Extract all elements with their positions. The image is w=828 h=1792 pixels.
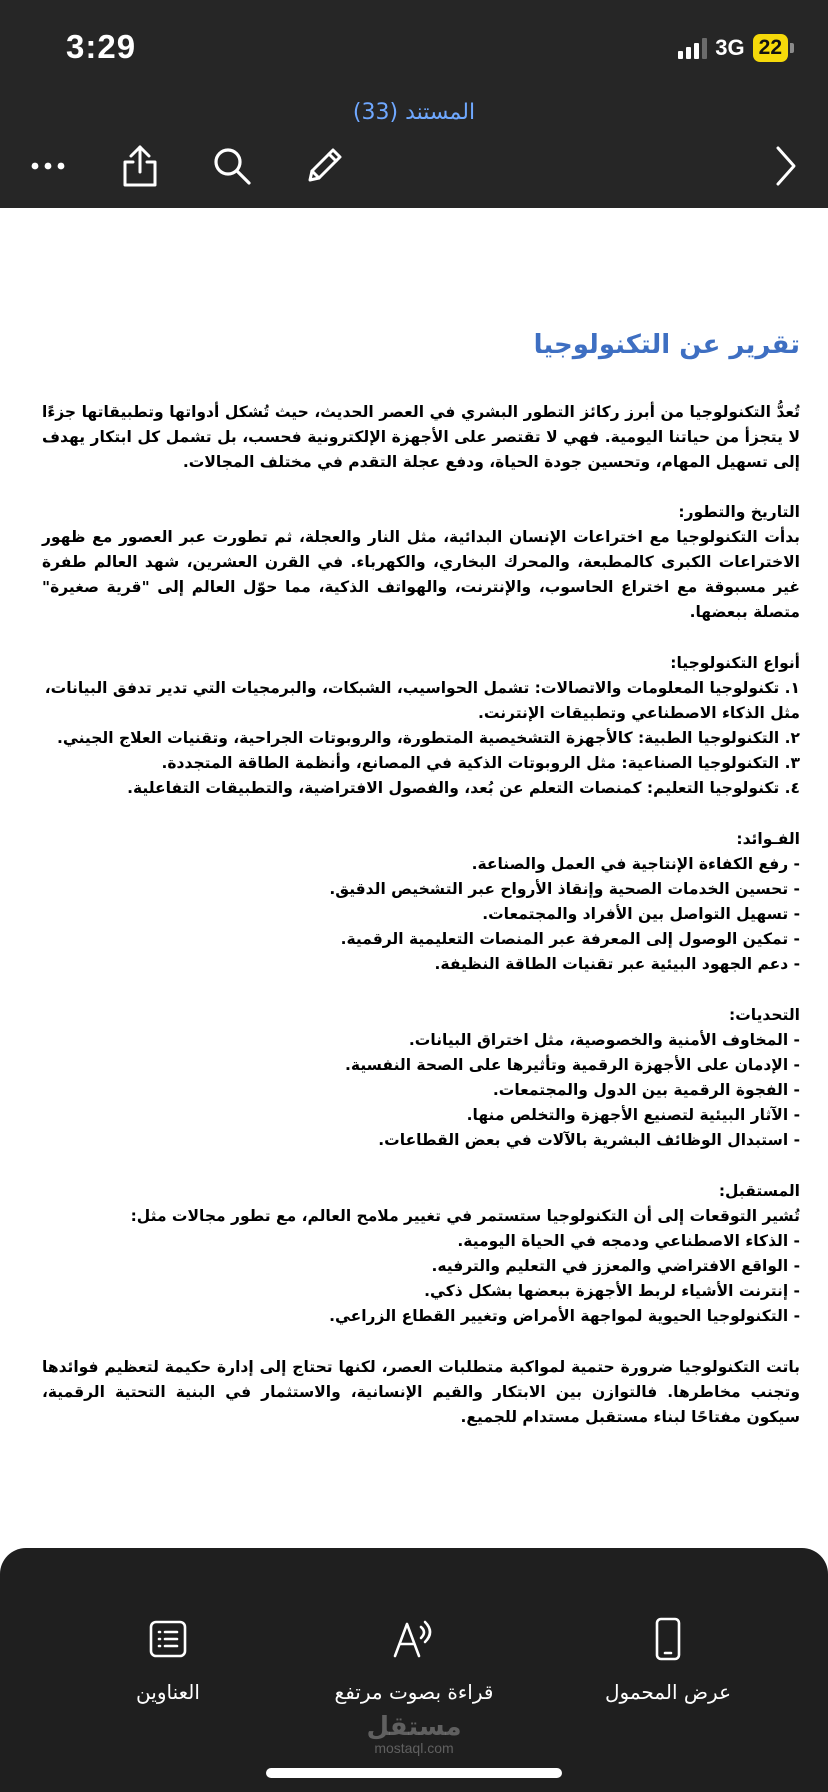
future-item: - إنترنت الأشياء لربط الأجهزة ببعضها بشكل ذكي. [424, 1282, 800, 1300]
watermark [0, 1712, 828, 1756]
top-bar [0, 0, 828, 208]
pencil-icon[interactable] [300, 142, 348, 190]
watermark-logo: مستقل [366, 1712, 462, 1742]
history-title: التاريخ والتطور: [678, 503, 800, 521]
benefits-item: - تحسين الخدمات الصحية وإنقاذ الأرواح عبر التشخيص الدقيق. [329, 880, 800, 898]
challenges-section [42, 1003, 800, 1153]
phone-icon [568, 1614, 768, 1664]
benefits-item: - تسهيل التواصل بين الأفراد والمجتمعات. [482, 905, 800, 923]
challenges-title: التحديات: [729, 1006, 800, 1024]
benefits-section [42, 827, 800, 977]
benefits-item: - رفع الكفاءة الإنتاجية في العمل والصناعة. [471, 855, 800, 873]
document-heading: تقرير عن التكنولوجيا [533, 330, 800, 360]
history-text: بدأت التكنولوجيا مع اختراعات الإنسان البدائية، مثل النار والعجلة، ثم تطورت عبر العصور مع ظهور الاختراعات الكبرى كالمطبعة، والمحرك البخاري، والكهرباء. في القرن العشرين، شهد العالم طفرة غير مسبوقة مع اختراع الحاسوب، والإنترنت، والهواتف الذكية، مما حوّل العالم إلى "قرية صغيرة" متصلة ببعضها. [42, 528, 800, 621]
types-item: ٣. التكنولوجيا الصناعية: مثل الروبوتات الذكية في المصانع، وأنظمة الطاقة المتجددة. [161, 754, 800, 772]
share-icon[interactable] [116, 142, 164, 190]
read-aloud-label: قراءة بصوت مرتفع [334, 1680, 494, 1704]
read-aloud-icon [314, 1614, 514, 1664]
future-item: - التكنولوجيا الحيوية لمواجهة الأمراض وتغيير القطاع الزراعي. [329, 1307, 800, 1325]
future-section [42, 1179, 800, 1329]
mobile-view-label: عرض المحمول [604, 1680, 732, 1704]
benefits-item: - تمكين الوصول إلى المعرفة عبر المنصات التعليمية الرقمية. [340, 930, 800, 948]
challenges-item: - الإدمان على الأجهزة الرقمية وتأثيرها على الصحة النفسية. [345, 1056, 800, 1074]
benefits-title: الفـوائد: [736, 830, 800, 848]
types-title: أنواع التكنولوجيا: [670, 654, 800, 672]
status-indicators [678, 34, 794, 62]
types-section [42, 651, 800, 801]
list-icon [68, 1614, 268, 1664]
future-title: المستقبل: [718, 1182, 800, 1200]
benefits-item: - دعم الجهود البيئية عبر تقنيات الطاقة النظيفة. [434, 955, 800, 973]
future-text: تُشير التوقعات إلى أن التكنولوجيا ستستمر في تغيير ملامح العالم، مع تطور مجالات مثل: [130, 1207, 800, 1225]
chevron-right-icon[interactable] [762, 142, 810, 190]
types-item: ٤. تكنولوجيا التعليم: كمنصات التعلم عن بُعد، والفصول الافتراضية، والتطبيقات التفاعلية. [127, 779, 800, 797]
network-type: 3G [715, 35, 745, 60]
history-section [42, 500, 800, 625]
battery-icon [790, 43, 794, 53]
cellular-signal-icon [678, 37, 707, 59]
intro-paragraph: تُعدُّ التكنولوجيا من أبرز ركائز التطور البشري في العصر الحديث، حيث تُشكل أدواتها وتطبيقاتها جزءًا لا يتجزأ من حياتنا اليومية. فهي لا تقتصر على الأجهزة الإلكترونية فحسب، بل تشمل كل ابتكار يهدف إلى تسهيل المهام، وتحسين جودة الحياة، ودفع عجلة التقدم في مختلف المجالات. [42, 403, 800, 471]
document-body [42, 330, 800, 1430]
watermark-url: mostaql.com [374, 1740, 454, 1756]
bottom-panel [0, 1548, 828, 1792]
conclusion-paragraph: باتت التكنولوجيا ضرورة حتمية لمواكبة متطلبات العصر، لكنها تحتاج إلى إدارة حكيمة لتعظيم فوائدها وتجنب مخاطرها. فالتوازن بين الابتكار والقيم الإنسانية، والاستثمار في البنية التحتية الرقمية، سيكون مفتاحًا لبناء مستقبل مستدام للجميع. [42, 1358, 800, 1426]
headings-label: العناوين [136, 1680, 200, 1704]
search-icon[interactable] [208, 142, 256, 190]
future-item: - الواقع الافتراضي والمعزز في التعليم والترفيه. [431, 1257, 800, 1275]
mobile-view-button[interactable] [568, 1614, 768, 1706]
document-title[interactable]: المستند (33) [352, 100, 476, 125]
more-icon[interactable] [24, 142, 72, 190]
types-item: ٢. التكنولوجيا الطبية: كالأجهزة التشخيصية المتطورة، والروبوتات الجراحية، وتقنيات العلاج الجيني. [57, 729, 800, 747]
challenges-item: - المخاوف الأمنية والخصوصية، مثل اختراق البيانات. [408, 1031, 800, 1049]
challenges-item: - الفجوة الرقمية بين الدول والمجتمعات. [492, 1081, 800, 1099]
read-aloud-button[interactable] [314, 1614, 514, 1706]
status-time: 3:29 [66, 28, 137, 65]
types-item: ١. تكنولوجيا المعلومات والاتصالات: تشمل الحواسيب، الشبكات، والبرمجيات التي تدير تدفق البيانات، مثل الذكاء الاصطناعي وتطبيقات الإنترنت. [44, 679, 800, 722]
challenges-item: - استبدال الوظائف البشرية بالآلات في بعض القطاعات. [378, 1131, 800, 1149]
battery-level: 22 [753, 34, 788, 62]
future-item: - الذكاء الاصطناعي ودمجه في الحياة اليومية. [457, 1232, 800, 1250]
home-indicator[interactable] [266, 1768, 562, 1778]
challenges-item: - الآثار البيئية لتصنيع الأجهزة والتخلص منها. [466, 1106, 800, 1124]
headings-button[interactable] [68, 1614, 268, 1706]
